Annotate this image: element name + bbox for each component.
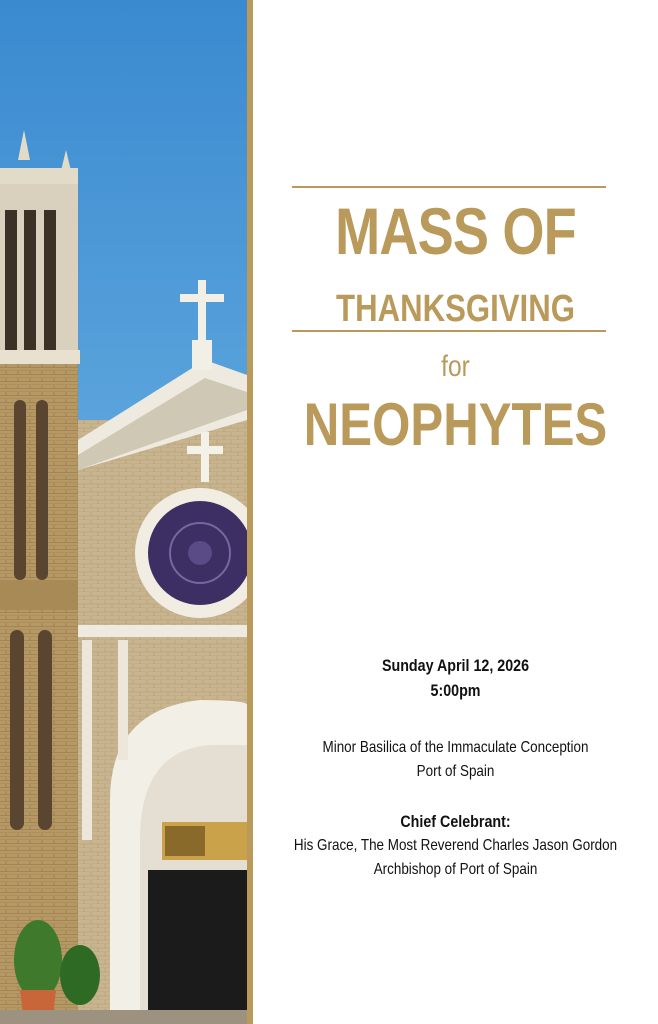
title-line-4: NEOPHYTES <box>303 391 608 458</box>
title-line-3: for <box>441 350 470 383</box>
basilica-photo <box>0 0 247 1024</box>
title-line-1: MASS OF <box>335 194 576 268</box>
basilica-illustration <box>0 0 247 1024</box>
venue-line-2: Port of Spain <box>416 763 495 780</box>
celebrant-name: His Grace, The Most Reverend Charles Jason Gordon <box>293 837 618 854</box>
title-line-2: THANKSGIVING <box>336 288 575 330</box>
top-rule <box>292 186 606 188</box>
venue-line-1: Minor Basilica of the Immaculate Conception <box>322 739 589 756</box>
celebrant-title: Archbishop of Port of Spain <box>373 861 538 878</box>
event-date: Sunday April 12, 2026 <box>381 656 530 675</box>
celebrant-heading: Chief Celebrant: <box>400 812 511 831</box>
event-time: 5:00pm <box>430 681 481 700</box>
bottom-rule <box>292 330 606 332</box>
program-cover <box>253 0 658 1024</box>
